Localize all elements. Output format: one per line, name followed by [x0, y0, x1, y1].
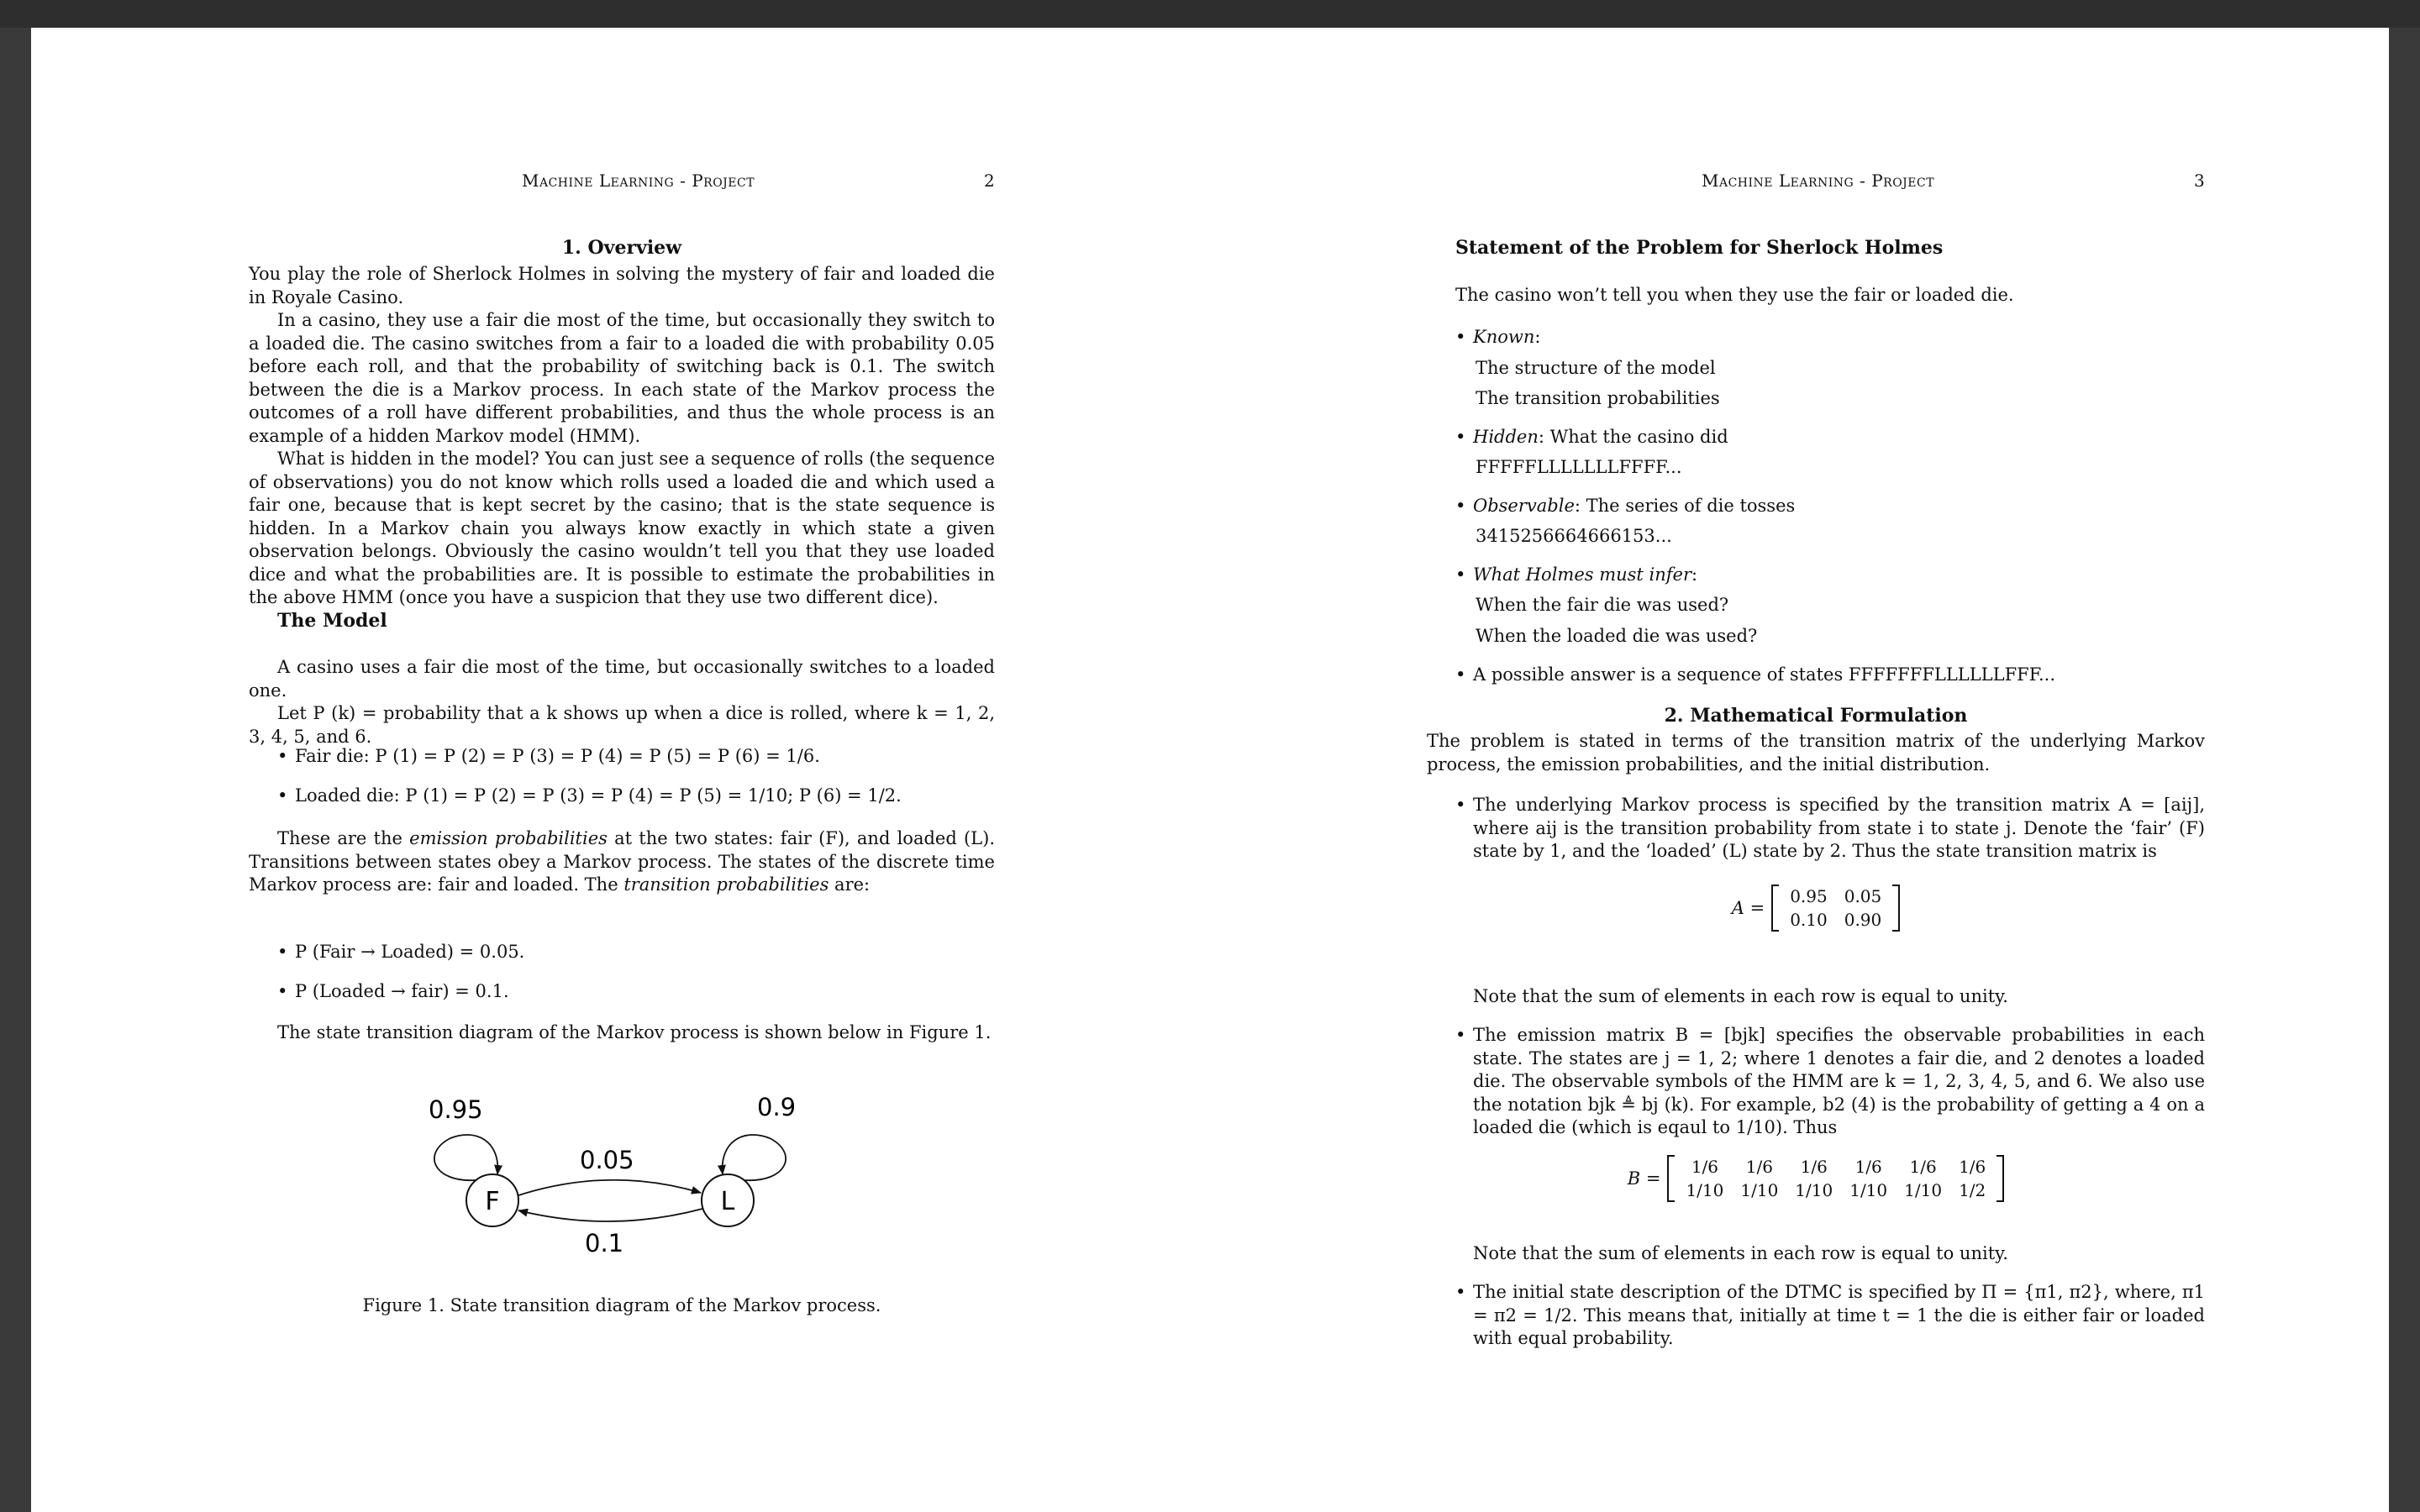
matrix-cell: 1/10 — [1740, 1180, 1779, 1200]
section-title-overview: 1. Overview — [561, 237, 682, 259]
paragraph: In a casino, they use a fair die most of the time, but occasionally they switch to a loaded die. The casino switches from a fair to a loaded die with probability 0.05 before each roll, and that the probability of switching back is 0.1. The switch between the die is a Markov process. In each state of the Markov process the outcomes of a roll have different probabilities, and thus the whole process is an example of a hidden Markov model (HMM). — [249, 310, 995, 446]
list-item: • P (Fair → Loaded) = 0.05. — [249, 941, 995, 964]
note-transition: Note that the sum of elements in each row is equal to unity. — [1473, 986, 2008, 1006]
paragraph: The problem is stated in terms of the transition matrix of the underlying Markov process, the emission probabilities, and the initial distribution. — [1427, 731, 2205, 774]
viewer-top-bar — [0, 0, 2420, 28]
transition-matrix — [1427, 885, 2205, 932]
page-number: 2 — [984, 171, 995, 191]
section-title-formulation: 2. Mathematical Formulation — [1664, 705, 1968, 727]
paragraph: A casino uses a fair die most of the time, but occasionally switches to a loaded one. — [249, 657, 995, 701]
paragraph: The state transition diagram of the Markov process is shown below in Figure 1. — [277, 1022, 992, 1042]
state-label-fair: F — [485, 1187, 500, 1216]
matrix-cell: 0.95 — [1790, 886, 1828, 906]
matrix-cell: 0.90 — [1844, 910, 1882, 930]
matrix-cell: 0.05 — [1844, 886, 1882, 906]
matrix-cell: 1/6 — [1691, 1157, 1718, 1177]
hidden-sequence: FFFFFLLLLLLLFFFF... — [1476, 457, 1682, 477]
self-loop-loaded — [723, 1135, 786, 1180]
statement-list — [1427, 326, 2205, 349]
label-loaded-to-fair: 0.1 — [585, 1229, 624, 1257]
list-item: • What Holmes must infer: — [1427, 564, 2205, 587]
paragraph: Let P (k) = probability that a k shows up when a dice is rolled, where k = 1, 2, 3, 4, 5, and 6. — [249, 703, 995, 747]
paragraph: These are the emission probabilities at the two states: fair (F), and loaded (L). Transitions between states obey a Markov process. The states of the discrete time Markov process are: fair and loaded. The transition probabilities are: — [249, 828, 995, 895]
matrix-b-label: B = — [1627, 1168, 1661, 1189]
matrix-b-table — [1677, 1155, 1994, 1202]
document-spread — [31, 28, 2389, 1512]
edge-loaded-to-fair — [518, 1209, 702, 1221]
state-transition-diagram — [417, 1078, 820, 1271]
known-transitions: The transition probabilities — [1476, 388, 1720, 408]
list-item: • Known: — [1427, 326, 2205, 349]
matrix-cell: 1/6 — [1745, 1157, 1773, 1177]
paragraph: What is hidden in the model? You can just see a sequence of rolls (the sequence of observations) you do not know which rolls used a loaded die and which used a fair one, because that is kept secret by the casino; that is the state sequence is hidden. In a Markov chain you always know exactly in which state a given observation belongs. Obviously the casino wouldn’t tell you that they use loaded dice and what the probabilities are. It is possible to estimate the probabilities in the above HMM (once you have a suspicion that they use two different dice). — [249, 449, 995, 607]
running-title: Machine Learning - Project — [1702, 171, 1935, 191]
list-item: • A possible answer is a sequence of states FFFFFFFLLLLLLFFF... — [1427, 664, 2205, 687]
matrix-a-label: A = — [1731, 898, 1765, 918]
list-item: • Loaded die: P (1) = P (2) = P (3) = P (4) = P (5) = 1/10; P (6) = 1/2. — [249, 785, 995, 808]
list-item: • Fair die: P (1) = P (2) = P (3) = P (4) = P (5) = P (6) = 1/6. — [249, 745, 995, 769]
transition-list — [249, 941, 995, 1003]
matrix-cell: 1/10 — [1904, 1180, 1943, 1200]
matrix-cell: 1/6 — [1909, 1157, 1937, 1177]
label-self-fair: 0.95 — [429, 1095, 483, 1124]
emission-matrix — [1427, 1155, 2205, 1202]
infer-loaded: When the loaded die was used? — [1476, 626, 1758, 646]
matrix-cell: 1/6 — [1854, 1157, 1882, 1177]
figure-caption: Figure 1. State transition diagram of the Markov process. — [362, 1295, 881, 1315]
list-item: • P (Loaded → fair) = 0.1. — [249, 980, 995, 1004]
matrix-cell: 1/10 — [1686, 1180, 1724, 1200]
list-item: • The underlying Markov process is specified by the transition matrix A = [aij], where aij is the transition probability from state i to state j. Denote the ‘fair’ (F) state by 1, and the ‘loaded’ (L) state by 2. Thus the state transition matrix is — [1427, 794, 2205, 864]
list-item: • The initial state description of the DTMC is specified by Π = {π1, π2}, where, π1 = π2 = 1/2. This means that, initially at time t = 1 the die is either fair or loaded with equal probability. — [1427, 1281, 2205, 1351]
statement-title: Statement of the Problem for Sherlock Holmes — [1455, 237, 1944, 259]
label-fair-to-loaded: 0.05 — [580, 1146, 634, 1174]
infer-fair: When the fair die was used? — [1476, 595, 1729, 615]
state-label-loaded: L — [720, 1187, 735, 1216]
paragraph: You play the role of Sherlock Holmes in solving the mystery of fair and loaded die in Royale Casino. — [249, 264, 995, 307]
matrix-cell: 1/10 — [1849, 1180, 1888, 1200]
matrix-cell: 1/6 — [1800, 1157, 1828, 1177]
edge-fair-to-loaded — [518, 1180, 701, 1195]
matrix-cell: 1/10 — [1795, 1180, 1833, 1200]
list-item: • The emission matrix B = [bjk] specifies the observable probabilities in each state. The states are j = 1, 2; where 1 denotes a fair die, and 2 denotes a loaded die. The observable symbols of the HMM are k = 1, 2, 3, 4, 5, and 6. We also use the notation bjk ≜ bj (k). For example, b2 (4) is the probability of getting a 4 on a loaded die (which is eqaul to 1/10). Thus — [1427, 1024, 2205, 1140]
label-self-loaded: 0.9 — [757, 1093, 797, 1121]
paragraph: The casino won’t tell you when they use the fair or loaded die. — [1455, 285, 2014, 305]
subsection-title-model: The Model — [277, 610, 387, 632]
matrix-cell: 1/6 — [1959, 1157, 1986, 1177]
page-number: 3 — [2194, 171, 2205, 191]
note-emission: Note that the sum of elements in each row is equal to unity. — [1473, 1243, 2008, 1263]
matrix-cell: 1/2 — [1959, 1180, 1986, 1200]
self-loop-fair — [434, 1135, 497, 1180]
list-item: • Hidden: What the casino did — [1427, 426, 2205, 449]
observable-sequence: 3415256664666153... — [1476, 526, 1672, 546]
matrix-a-table — [1781, 885, 1890, 932]
running-title: Machine Learning - Project — [522, 171, 755, 191]
known-structure: The structure of the model — [1476, 358, 1716, 378]
matrix-cell: 0.10 — [1790, 910, 1828, 930]
emission-list — [249, 745, 995, 807]
list-item: • Observable: The series of die tosses — [1427, 495, 2205, 518]
